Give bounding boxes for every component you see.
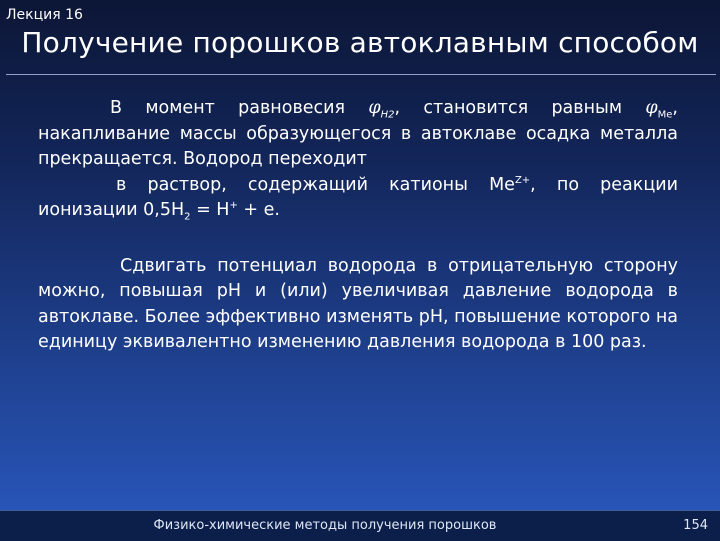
p2-text-a: в раствор, содержащий катионы Me <box>116 174 515 195</box>
title-divider <box>6 74 716 75</box>
slide-body <box>38 96 678 356</box>
paragraph-hydrogen <box>38 173 678 224</box>
phi-h2-subscript: H2 <box>380 109 395 121</box>
h2-subscript: 2 <box>184 211 191 223</box>
paragraph-equilibrium <box>38 96 678 173</box>
phi-me-subscript: Me <box>657 109 673 121</box>
z-plus-superscript: Z+ <box>514 174 531 186</box>
p1-text-b: , становится равным <box>394 98 646 118</box>
page-number: 154 <box>683 518 708 533</box>
p2-text-d: + e. <box>237 200 280 220</box>
lecture-label: Лекция 16 <box>6 7 83 23</box>
p2-text-b: , по реакции ионизации 0,5H <box>38 174 678 220</box>
p1-text-c: , накапливание массы образующегося в автоклаве осадка металла прекращается. Водород переходит <box>38 98 678 169</box>
h-plus-superscript: + <box>229 200 238 212</box>
phi-symbol: φ <box>368 98 381 118</box>
footer-course-title: Физико-химические методы получения порошков <box>153 518 497 533</box>
p1-text-a: В момент равновесия <box>110 98 369 118</box>
phi-symbol: φ <box>645 98 658 118</box>
slide-title: Получение порошков автоклавным способом <box>21 26 699 59</box>
paragraph-potential: Сдвигать потенциал водорода в отрицательную сторону можно, повышая pH и (или) увеличивая давление водорода в автоклаве. Более эффективно изменять pH, повышение которого на единицу эквивалентно изменению давления водорода в 100 раз. <box>38 255 678 352</box>
p2-text-c: = H <box>190 200 230 220</box>
